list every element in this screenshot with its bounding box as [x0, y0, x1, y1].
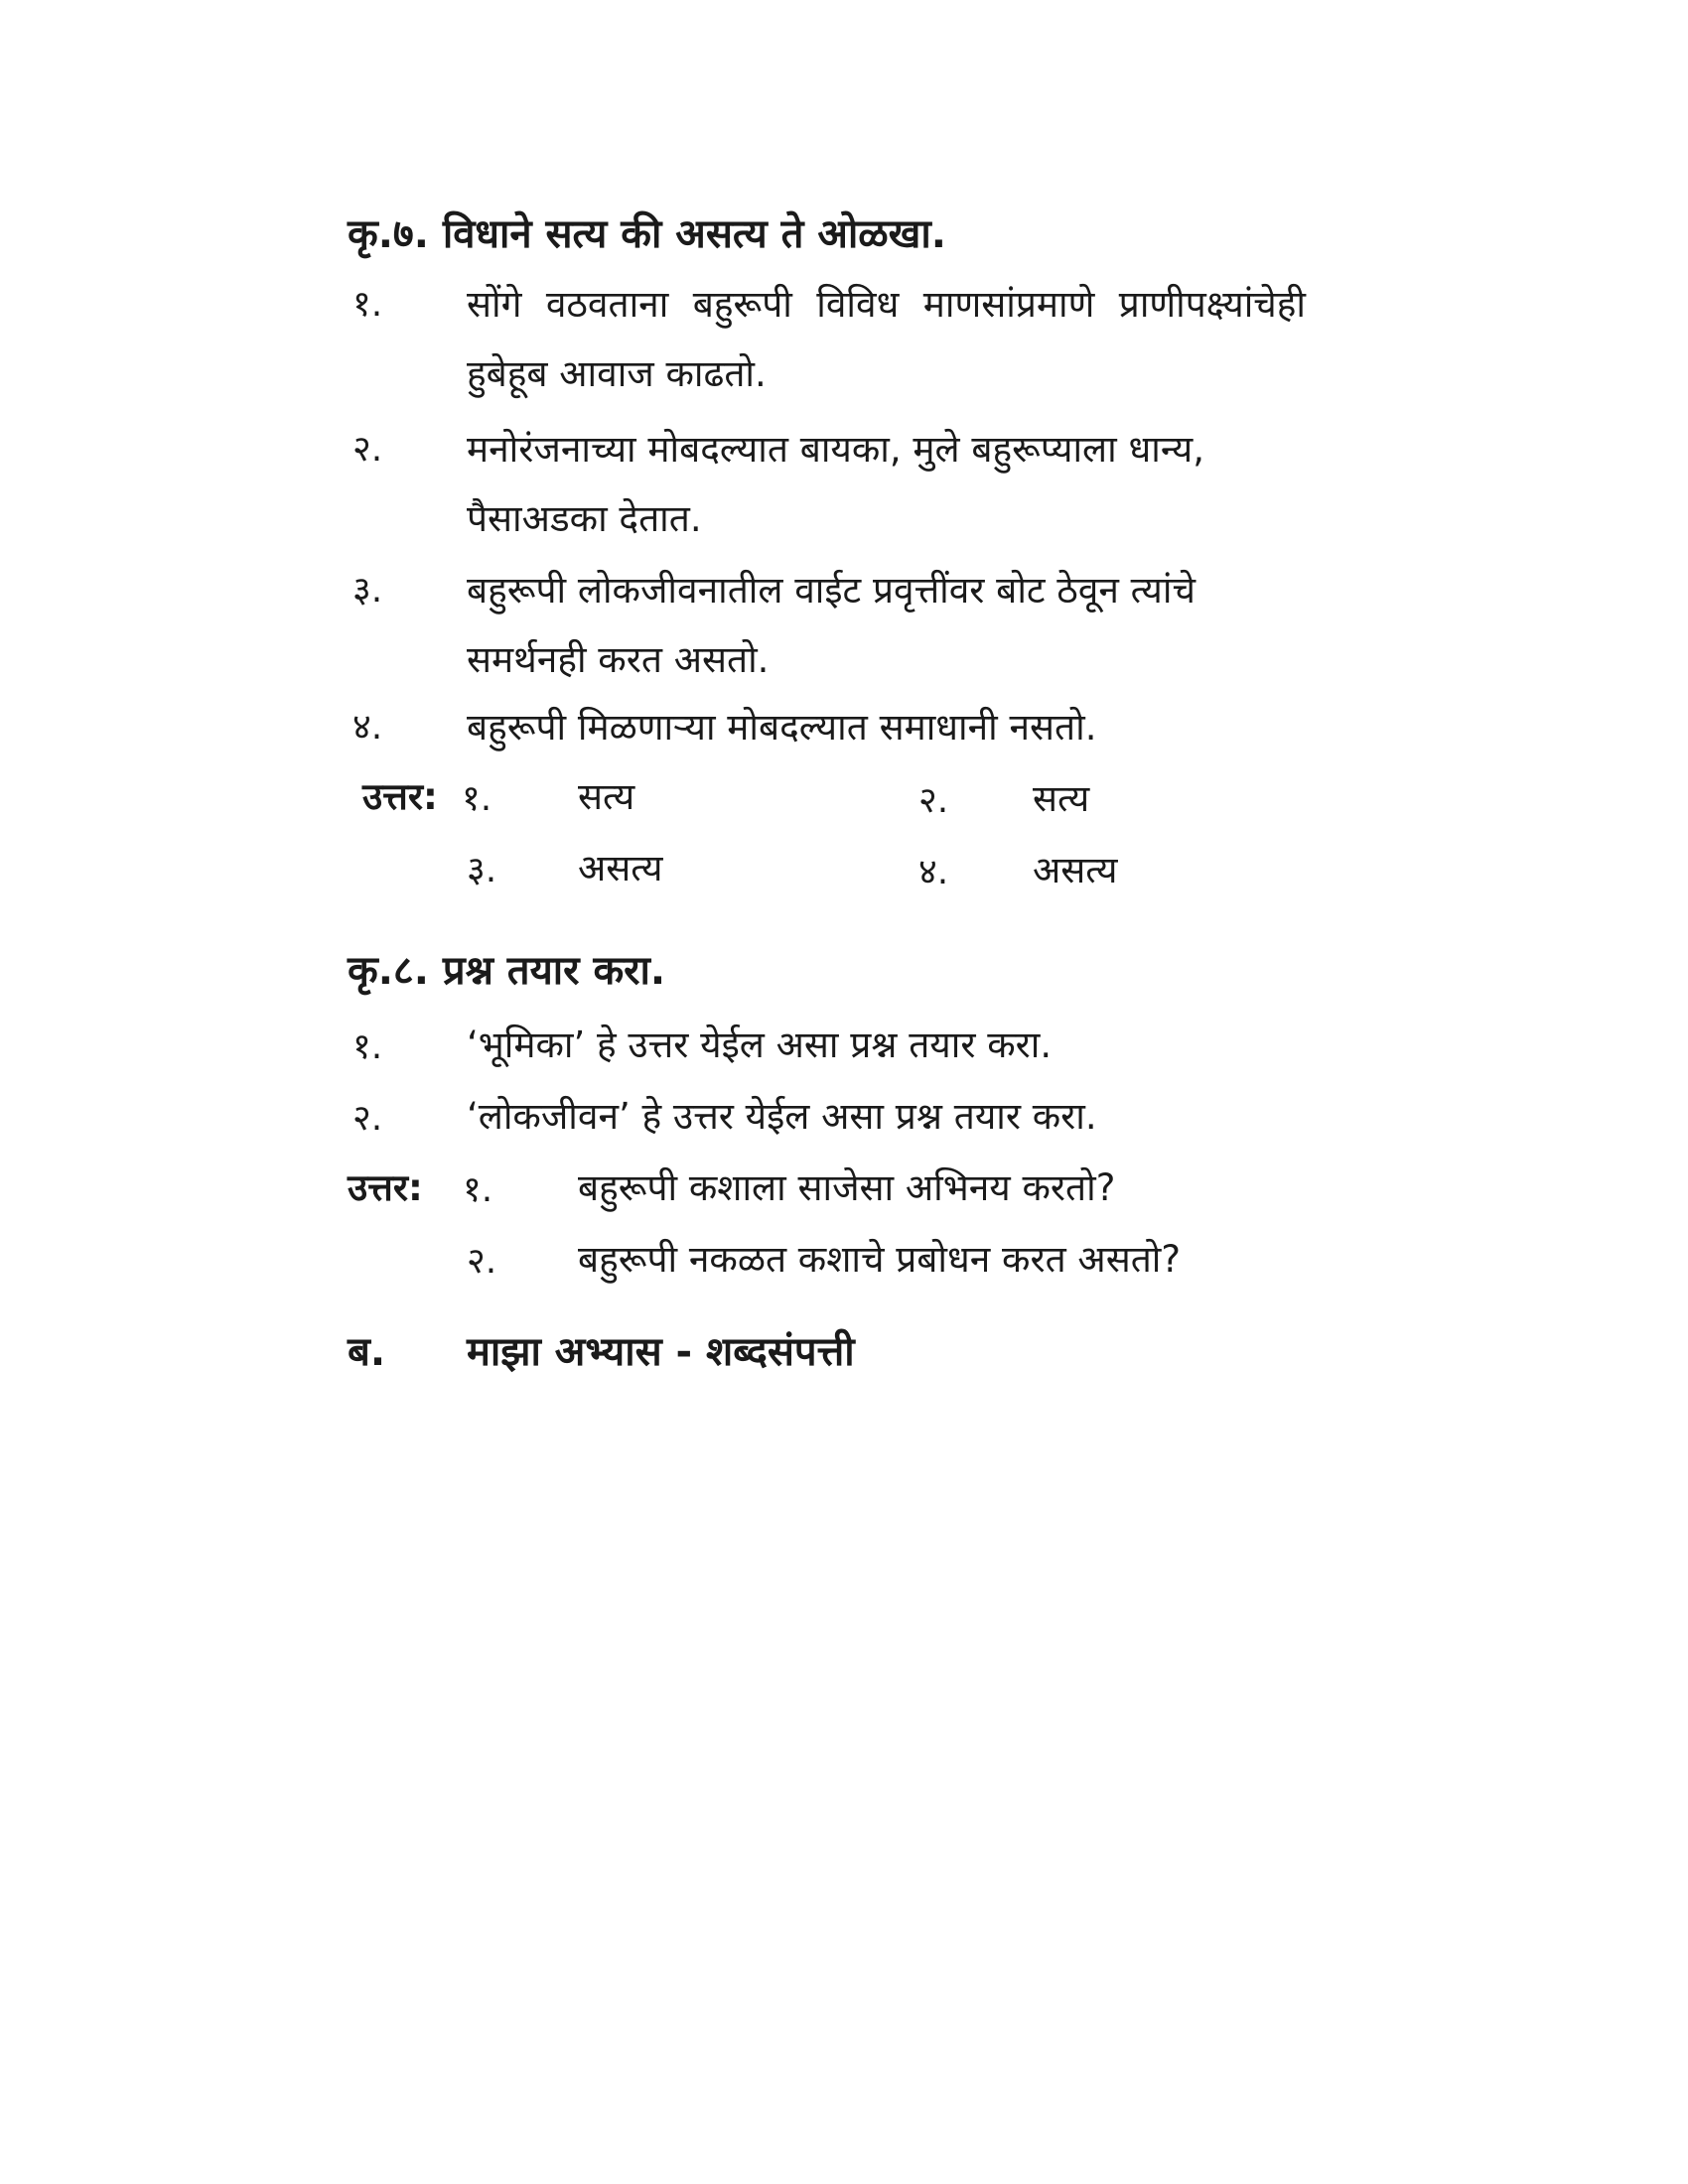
q7-answer-4-number: ४.	[918, 852, 949, 892]
q7-item-3-number: ३.	[352, 570, 383, 611]
q7-answer-4-value: असत्य	[1033, 849, 1118, 891]
q8-answer-1-value: बहुरूपी कशाला साजेसा अभिनय करतो?	[578, 1166, 1116, 1209]
q8-answer-2-number: २.	[467, 1241, 497, 1282]
section-b-title: माझा अभ्यास - शब्दसंपत्ती	[467, 1329, 855, 1375]
q8-answer-1-number: १.	[463, 1169, 493, 1210]
q7-item-2-text: मनोरंजनाच्या मोबदल्यात बायका, मुले बहुरूप्याला धान्य, पैसाअडका देतात.	[467, 428, 1204, 540]
section-b-label: ब.	[348, 1329, 386, 1375]
q8-item-2-text: ‘लोकजीवन’ हे उत्तर येईल असा प्रश्न तयार करा.	[467, 1095, 1097, 1138]
q7-item-4-text: बहुरूपी मिळणाऱ्या मोबदल्यात समाधानी नसतो.	[467, 706, 1097, 749]
q7-answer-2-value: सत्य	[1033, 777, 1090, 820]
q7-item-3-text: बहुरूपी लोकजीवनातील वाईट प्रवृत्तींवर बोट ठेवून त्यांचे समर्थनही करत असतो.	[467, 569, 1196, 681]
q8-item-1-text: ‘भूमिका’ हे उत्तर येईल असा प्रश्न तयार करा.	[467, 1024, 1053, 1066]
q7-answer-3-number: ३.	[467, 850, 497, 890]
q7-item-4-number: ४.	[352, 707, 383, 748]
q7-answer-label: उत्तर:	[362, 775, 438, 818]
q7-item-1-text: सोंगे वठवताना बहुरूपी विविध माणसांप्रमाणे प्राणीपक्ष्यांचेही हुबेहूब आवाज काढतो.	[467, 283, 1306, 395]
q7-item-1-number: १.	[352, 284, 383, 325]
q8-heading: कृ.८. प्रश्न तयार करा.	[348, 948, 666, 994]
q8-answer-label: उत्तर:	[348, 1166, 423, 1209]
q7-answer-1-value: सत्य	[578, 775, 635, 818]
q7-answer-1-number: १.	[462, 778, 492, 819]
q7-answer-2-number: २.	[918, 780, 949, 821]
q7-answer-3-value: असत्य	[578, 847, 663, 889]
q8-answer-2-value: बहुरूपी नकळत कशाचे प्रबोधन करत असतो?	[578, 1238, 1182, 1281]
q8-item-2-number: २.	[352, 1098, 383, 1139]
q7-item-2-number: २.	[352, 429, 383, 470]
q7-heading: कृ.७. विधाने सत्य की असत्य ते ओळखा.	[348, 211, 946, 257]
q8-item-1-number: १.	[352, 1026, 383, 1067]
